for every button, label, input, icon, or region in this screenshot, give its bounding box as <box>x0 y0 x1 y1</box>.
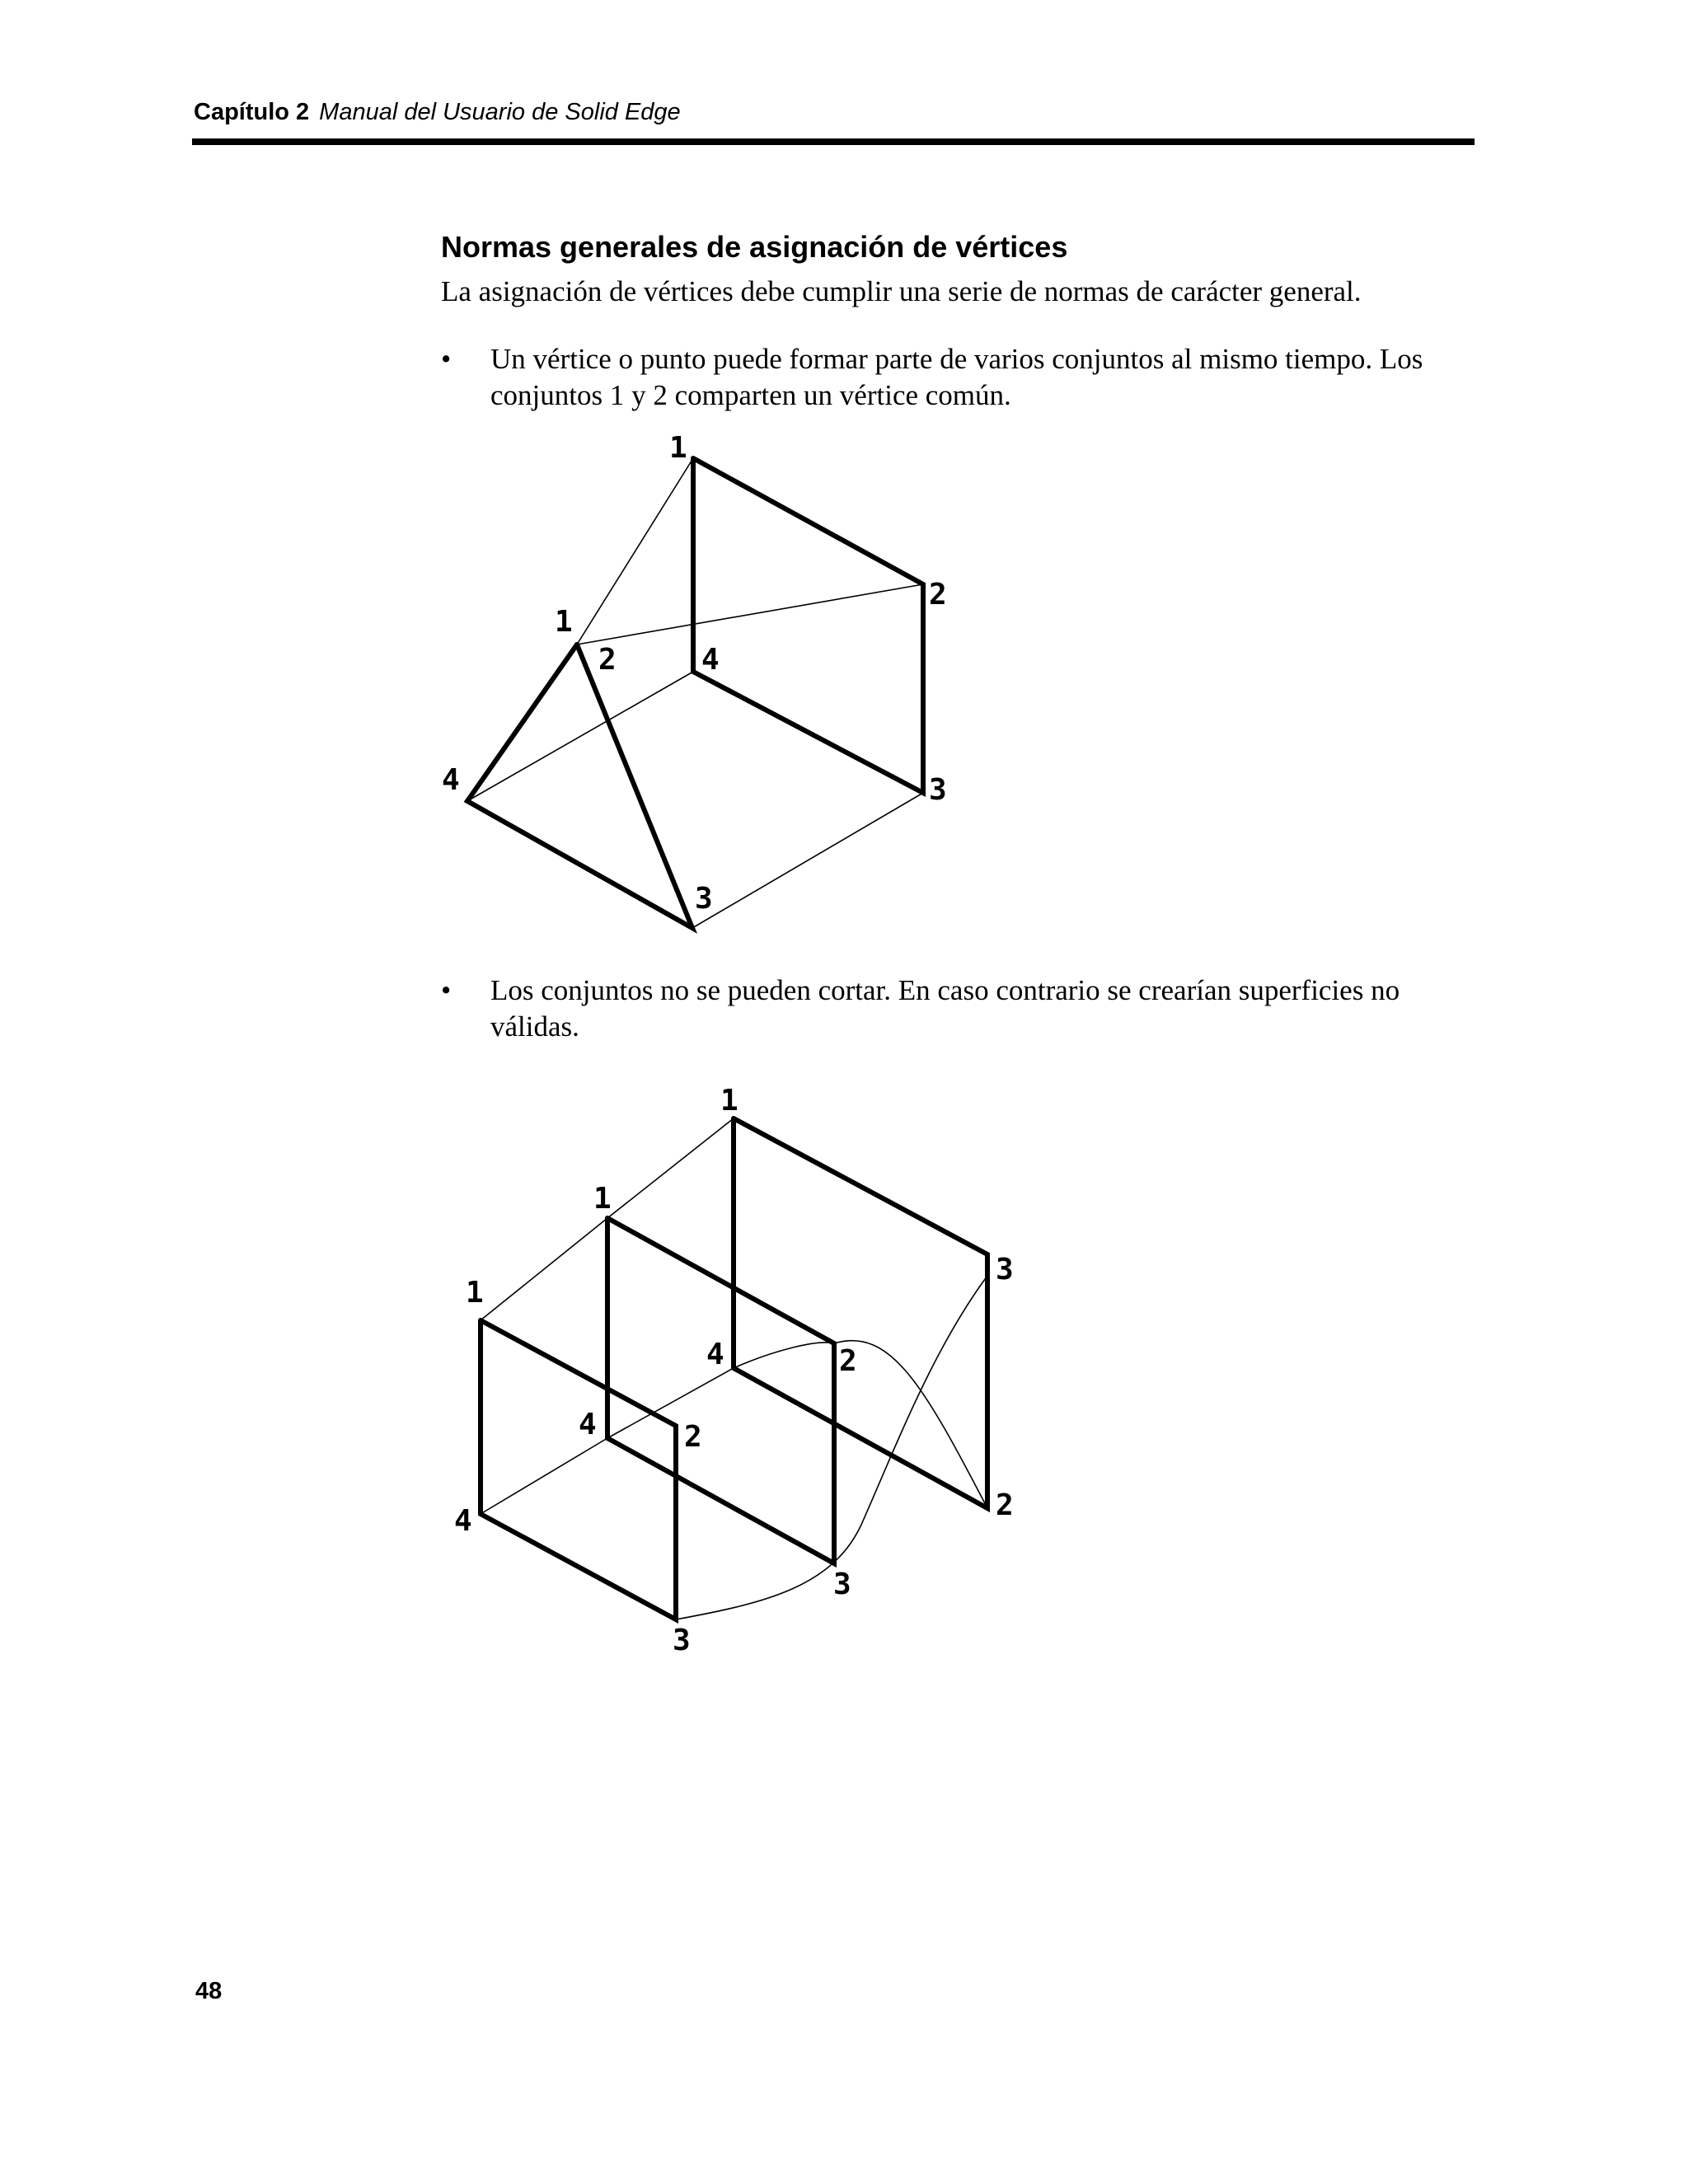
vertex-label: 4 <box>454 1504 472 1538</box>
vertex-label: 2 <box>996 1488 1014 1522</box>
section-heading: Normas generales de asignación de vértices <box>441 230 1068 264</box>
intro-paragraph: La asignación de vértices debe cumplir una serie de normas de carácter general. <box>441 275 1362 307</box>
chapter-label: Capítulo 2 <box>194 99 310 125</box>
bullet-text: Un vértice o punto puede formar parte de varios conjuntos al mismo tiempo. Los conjuntos 1 y 2 comparten un vértice común. <box>490 343 1423 411</box>
crossing-curve <box>734 1341 987 1508</box>
vertex-label: 4 <box>442 763 460 797</box>
vertex-label: 1 <box>555 605 573 639</box>
vertex-label: 1 <box>720 1084 738 1118</box>
construction-line <box>481 1438 607 1514</box>
construction-line <box>481 1218 607 1320</box>
bullet-marker: • <box>441 974 452 1006</box>
construction-line <box>692 793 923 928</box>
manual-title: Manual del Usuario de Solid Edge <box>319 99 681 125</box>
vertex-label: 1 <box>669 431 687 465</box>
vertex-label: 4 <box>701 643 720 677</box>
vertex-label: 3 <box>929 773 947 807</box>
vertex-set-b <box>607 1218 834 1563</box>
vertex-set-1 <box>693 458 923 793</box>
vertex-label: 4 <box>579 1408 597 1441</box>
vertex-label: 4 <box>706 1338 724 1371</box>
construction-line <box>577 458 693 644</box>
vertex-label: 2 <box>598 643 617 677</box>
construction-line <box>607 1368 734 1438</box>
vertex-label: 1 <box>593 1182 612 1216</box>
construction-line <box>607 1118 734 1218</box>
vertex-label: 2 <box>929 578 947 612</box>
vertex-set-a <box>734 1118 987 1508</box>
vertex-label: 3 <box>673 1624 691 1657</box>
figure-shared-vertex <box>442 431 947 928</box>
vertex-label: 2 <box>839 1344 857 1378</box>
vertex-label: 2 <box>684 1420 702 1454</box>
vertex-set-2 <box>467 644 692 928</box>
vertex-label: 3 <box>833 1568 851 1601</box>
bullet-text: Los conjuntos no se pueden cortar. En caso contrario se crearían superficies no válidas. <box>490 974 1400 1043</box>
vertex-label: 3 <box>695 882 713 916</box>
figure-no-crossing <box>454 1084 1014 1657</box>
page-number: 48 <box>195 1978 223 2004</box>
construction-line <box>577 584 923 644</box>
vertex-label: 3 <box>996 1253 1014 1286</box>
vertex-set-c <box>481 1320 676 1619</box>
bullet-marker: • <box>441 343 452 375</box>
construction-line <box>467 672 693 801</box>
vertex-label: 1 <box>466 1276 484 1310</box>
